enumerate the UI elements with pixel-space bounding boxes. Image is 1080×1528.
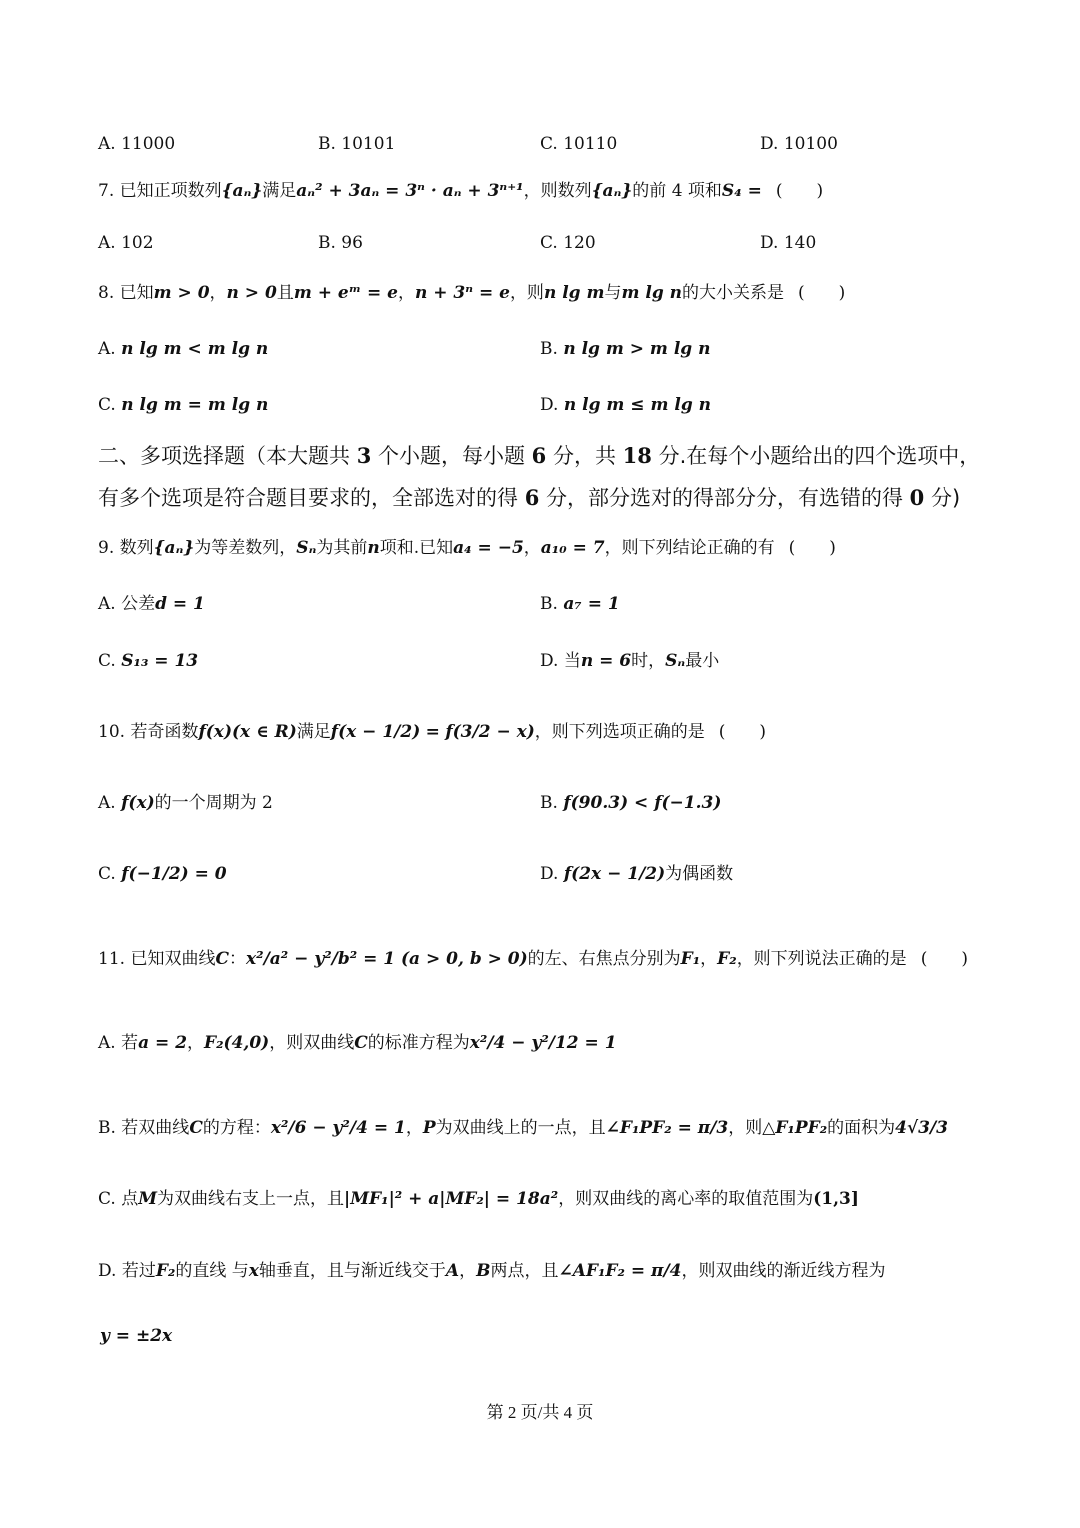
option-math: f(2x − 1/2) (563, 864, 666, 884)
q11-var: F₁ (680, 949, 701, 969)
q8-option-d (540, 395, 711, 415)
q8-condition: n + 3ⁿ = e (414, 283, 510, 303)
option-math: |MF₁|² + a|MF₂| = 18a² (344, 1189, 559, 1209)
q10-formula: = (425, 722, 440, 742)
section-number: 3 (356, 443, 372, 468)
option-math: y = ±2x (100, 1326, 173, 1346)
section-heading-line-1 (98, 443, 980, 469)
option-math: Sₙ (665, 651, 686, 671)
option-math: n lg m = m lg n (121, 395, 269, 415)
option-text: 为双曲线右支上一点，且 (157, 1189, 345, 1209)
section-text: 分.在每个小题给出的四个选项中， (651, 444, 981, 468)
q8-text: 且 (276, 283, 294, 303)
option-label: D. 若过 (98, 1261, 156, 1281)
q11-option-b (98, 1118, 948, 1138)
option-math: C (189, 1118, 203, 1138)
option-text: 的方程： (202, 1118, 271, 1138)
q8-text: 与 (604, 283, 622, 303)
q11-text: 的左、右焦点分别为 (527, 949, 681, 969)
question-9-stem (98, 538, 836, 558)
q7-option-b: B. 96 (318, 233, 363, 253)
q10-option-d (540, 864, 733, 884)
option-text: 最小 (685, 651, 720, 671)
q6-option-b: B. 10101 (318, 134, 396, 154)
option-text: 轴垂直，且与渐近线交于 (258, 1261, 446, 1281)
q10-text: 满足 (296, 722, 331, 742)
q8-text: ， (209, 283, 227, 303)
q6-option-c: C. 10110 (540, 134, 618, 154)
q8-expression: n lg m (543, 283, 605, 303)
section-text: 有多个选项是符合题目要求的，全部选对的得 (98, 486, 525, 510)
option-text: ，则双曲线 (269, 1033, 355, 1053)
q7-text: 7. 已知正项数列 (98, 181, 222, 201)
option-label: C. (98, 395, 116, 415)
option-text: 为双曲线上的一点，且 (435, 1118, 606, 1138)
option-math: F₂(4,0) (204, 1033, 270, 1053)
q9-text: ，则下列结论正确的有 (604, 538, 775, 558)
option-math: a₇ = 1 (563, 594, 620, 614)
option-label: B. (540, 339, 558, 359)
option-text: 的一个周期为 2 (154, 793, 273, 813)
q7-option-d: D. 140 (760, 233, 817, 253)
section-number: 6 (524, 485, 540, 510)
q10-formula: f(3/2 − x) (445, 722, 535, 742)
q10-option-c (98, 864, 227, 884)
question-7-stem (98, 181, 823, 201)
section-text: 分，部分选对的得部分分，有选错的得 (539, 486, 910, 510)
q7-text: 的前 4 项和 (632, 181, 722, 201)
option-text: 两点，且 (490, 1261, 559, 1281)
question-11-stem (98, 949, 968, 969)
q7-sum: S₄ = (721, 181, 762, 201)
q11-var: F₂ (717, 949, 737, 969)
q8-text: ， (397, 283, 415, 303)
q7-sequence: {aₙ} (591, 181, 633, 201)
q11-option-d-answer (100, 1326, 172, 1346)
option-math: △F₁PF₂ (762, 1118, 828, 1138)
option-label: B. (540, 793, 558, 813)
option-math: ∠AF₁F₂ = π/4 (558, 1261, 682, 1281)
q9-option-d (540, 651, 719, 671)
section-heading-line-2 (98, 485, 960, 511)
q11-equation: x²/a² − y²/b² = 1 (a > 0, b > 0) (245, 949, 528, 969)
q8-option-a (98, 339, 268, 359)
option-text: ， (187, 1033, 205, 1053)
question-8-stem (98, 283, 845, 303)
q9-sum: Sₙ (296, 538, 317, 558)
q8-condition: n > 0 (226, 283, 277, 303)
q7-formula: aₙ² + 3aₙ = 3ⁿ · aₙ + 3ⁿ⁺¹ (296, 181, 524, 201)
q11-text: ，则下列说法正确的是 (736, 949, 907, 969)
option-text: 为偶函数 (665, 864, 734, 884)
option-math: d = 1 (155, 594, 205, 614)
option-math: n = 6 (580, 651, 632, 671)
option-label: C. (98, 651, 116, 671)
q9-condition: a₄ = −5 (453, 538, 524, 558)
page-number-footer: 第 2 页/共 4 页 (486, 1403, 594, 1422)
option-math: 4√3/3 (895, 1118, 949, 1138)
q8-option-c (98, 395, 268, 415)
option-math: x²/4 − y²/12 = 1 (469, 1033, 617, 1053)
q10-function: f(x)(x ∈ R) (198, 722, 297, 742)
q8-condition: m > 0 (153, 283, 210, 303)
option-math: (1,3] (813, 1189, 859, 1209)
option-math: n lg m ≤ m lg n (563, 395, 711, 415)
answer-paren: ( ) (798, 283, 846, 303)
q8-text: 8. 已知 (98, 283, 154, 303)
q9-text: 为其前 (316, 538, 368, 558)
option-math: a = 2 (138, 1033, 188, 1053)
q6-option-a: A. 11000 (98, 134, 176, 154)
answer-paren: ( ) (718, 722, 767, 742)
option-text: ，则双曲线的渐近线方程为 (681, 1261, 886, 1281)
q7-text: ，则数列 (523, 181, 592, 201)
answer-paren: ( ) (775, 181, 824, 201)
option-math: S₁₃ = 13 (121, 651, 199, 671)
q10-option-a (98, 793, 273, 813)
q10-option-b (540, 793, 721, 813)
q7-text: 满足 (262, 181, 297, 201)
option-text: ，则双曲线的离心率的取值范围为 (558, 1189, 814, 1209)
answer-paren: ( ) (920, 949, 968, 969)
option-text: 的面积为 (827, 1118, 896, 1138)
q9-option-b (540, 594, 620, 614)
option-math: F₂ (155, 1261, 176, 1281)
option-math: A (445, 1261, 460, 1281)
option-text: ，则 (728, 1118, 763, 1138)
option-text: ， (405, 1118, 423, 1138)
q9-text: 9. 数列 (98, 538, 154, 558)
option-math: n lg m < m lg n (121, 339, 269, 359)
option-label: A. (98, 793, 116, 813)
option-label: D. (540, 864, 559, 884)
option-label: A. 公差 (98, 594, 156, 614)
q8-option-b (540, 339, 710, 359)
option-text: 的直线 与 (175, 1261, 249, 1281)
q6-option-d: D. 10100 (760, 134, 838, 154)
option-label: D. (540, 395, 559, 415)
q11-text: ， (700, 949, 718, 969)
q11-option-a (98, 1033, 617, 1053)
q9-text: ， (523, 538, 541, 558)
q9-option-a (98, 594, 205, 614)
q8-condition: m + eᵐ = e (293, 283, 398, 303)
section-number: 6 (531, 443, 547, 468)
section-number: 18 (622, 443, 652, 468)
option-text: 的标准方程为 (367, 1033, 470, 1053)
option-label: B. 若双曲线 (98, 1118, 190, 1138)
option-math: f(90.3) < f(−1.3) (563, 793, 722, 813)
q11-text: 11. 已知双曲线 (98, 949, 216, 969)
question-10-stem (98, 722, 766, 742)
option-label: D. 当 (540, 651, 581, 671)
section-text: 分) (924, 486, 961, 510)
section-number: 0 (909, 485, 925, 510)
q7-option-a: A. 102 (98, 233, 154, 253)
option-label: A. (98, 339, 116, 359)
option-label: B. (540, 594, 558, 614)
q9-option-c (98, 651, 198, 671)
section-text: 个小题，每小题 (371, 444, 532, 468)
q10-formula: f(x − 1/2) (330, 722, 421, 742)
answer-paren: ( ) (788, 538, 836, 558)
q9-var: n (367, 538, 380, 558)
q11-var: C (215, 949, 229, 969)
q7-option-c: C. 120 (540, 233, 596, 253)
option-math: B (476, 1261, 491, 1281)
q9-sequence: {aₙ} (153, 538, 195, 558)
q9-text: 项和.已知 (379, 538, 454, 558)
option-math: f(−1/2) = 0 (121, 864, 227, 884)
option-text: ， (459, 1261, 477, 1281)
q8-text: ，则 (509, 283, 544, 303)
option-label: C. 点 (98, 1189, 139, 1209)
option-math: f(x) (121, 793, 155, 813)
q11-option-c (98, 1189, 859, 1209)
q10-text: ，则下列选项正确的是 (534, 722, 705, 742)
q11-text: ： (228, 949, 246, 969)
option-math: n lg m > m lg n (563, 339, 711, 359)
option-math: M (138, 1189, 158, 1209)
q8-text: 的大小关系是 (682, 283, 784, 303)
option-label: C. (98, 864, 116, 884)
option-math: x (248, 1261, 259, 1281)
option-text: 时， (631, 651, 666, 671)
option-math: ∠F₁PF₂ = π/3 (605, 1118, 729, 1138)
q9-condition: a₁₀ = 7 (540, 538, 605, 558)
option-math: C (354, 1033, 368, 1053)
section-text: 二、多项选择题（本大题共 (98, 444, 357, 468)
option-math: x²/6 − y²/4 = 1 (270, 1118, 406, 1138)
option-label: A. 若 (98, 1033, 139, 1053)
option-math: P (422, 1118, 436, 1138)
q8-expression: m lg n (621, 283, 682, 303)
q7-sequence: {aₙ} (221, 181, 263, 201)
section-text: 分，共 (546, 444, 623, 468)
q10-text: 10. 若奇函数 (98, 722, 199, 742)
q11-option-d (98, 1261, 886, 1281)
q9-text: 为等差数列， (194, 538, 297, 558)
